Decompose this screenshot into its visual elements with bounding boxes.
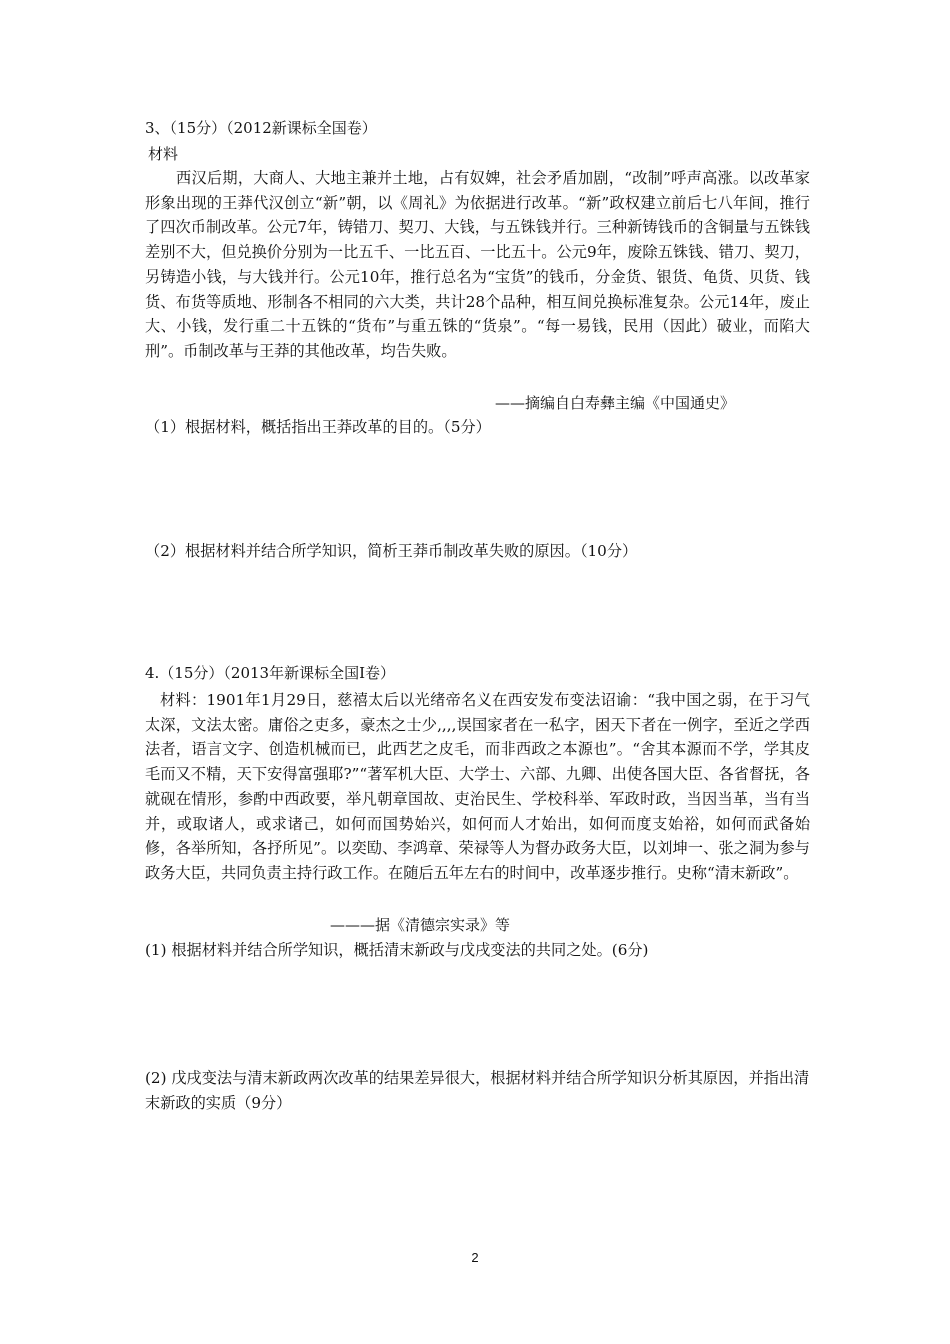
q3-material-text: 西汉后期，大商人、大地主兼并土地，占有奴婢，社会矛盾加剧，“改制”呼声高涨。以改革家形象出现的王莽代汉创立“新”朝，以《周礼》为依据进行改革。“新”政权建立前后七八年间，推行了四次币制改革。公元7年，铸错刀、契刀、大钱，与五铢钱并行。三种新铸钱币的含铜量与五铢钱差别不大，但兑换价分别为一比五千、一比五百、一比五十。公元9年，废除五铢钱、错刀、契刀，另铸造小钱，与大钱并行。公元10年，推行总名为“宝货”的钱币，分金货、银货、龟货、贝货、钱货、布货等质地、形制各不相同的六大类，共计28个品种，相互间兑换标准复杂。公元14年，废止大、小钱，发行重二十五铢的“货布”与重五铢的“货泉”。“每一易钱，民用（因此）破业，而陷大刑”。币制改革与王莽的其他改革，均告失败。 [145, 169, 810, 360]
page-number: 2 [471, 1250, 479, 1265]
q4-material-text: 材料：1901年1月29日，慈禧太后以光绪帝名义在西安发布变法诏谕：“我中国之弱，在于习气太深，文法太密。庸俗之吏多，豪杰之士少,,,,误国家者在一私字，困天下者在一例字，至近之学西法者，语言文字、创造机械而已，此西艺之皮毛，而非西政之本源也”。“舍其本源而不学，学其皮毛而又不精，天下安得富强耶?”“著军机大臣、大学士、六部、九卿、出使各国大臣、各省督抚，各就砚在情形，参酌中西政要，举凡朝章国故、吏治民生、学校科举、军政时政，当因当革，当有当并，或取诸人，或求诸己，如何而国势始兴，如何而人才始出，如何而度支始裕，如何而武备始修，各举所知，各抒所见”。以奕劻、李鸿章、荣禄等人为督办政务大臣，以刘坤一、张之洞为参与政务大臣，共同负责主持行政工作。在随后五年左右的时间中，改革逐步推行。史称“清末新政”。 [145, 691, 810, 882]
q3-heading: 3、（15分）（2012新课标全国卷） [145, 119, 377, 137]
q4-heading: 4.（15分）（2013年新课标全国Ⅰ卷） [145, 664, 395, 682]
q4-question-2: (2) 戊戌变法与清末新政两次改革的结果差异很大，根据材料并结合所学知识分析其原因，并指出清末新政的实质（9分） [145, 1069, 810, 1112]
q3-question-1: （1）根据材料，概括指出王莽改革的目的。（5分） [145, 418, 491, 436]
q3-source: ——摘编自白寿彝主编《中国通史》 [495, 394, 736, 412]
q4-source: ———据《清德宗实录》等 [330, 916, 511, 934]
q3-question-2: （2）根据材料并结合所学知识，简析王莽币制改革失败的原因。（10分） [145, 542, 638, 560]
q4-question-1: (1) 根据材料并结合所学知识，概括清末新政与戊戌变法的共同之处。(6分) [145, 941, 649, 959]
q3-material-label: 材料 [148, 145, 179, 163]
